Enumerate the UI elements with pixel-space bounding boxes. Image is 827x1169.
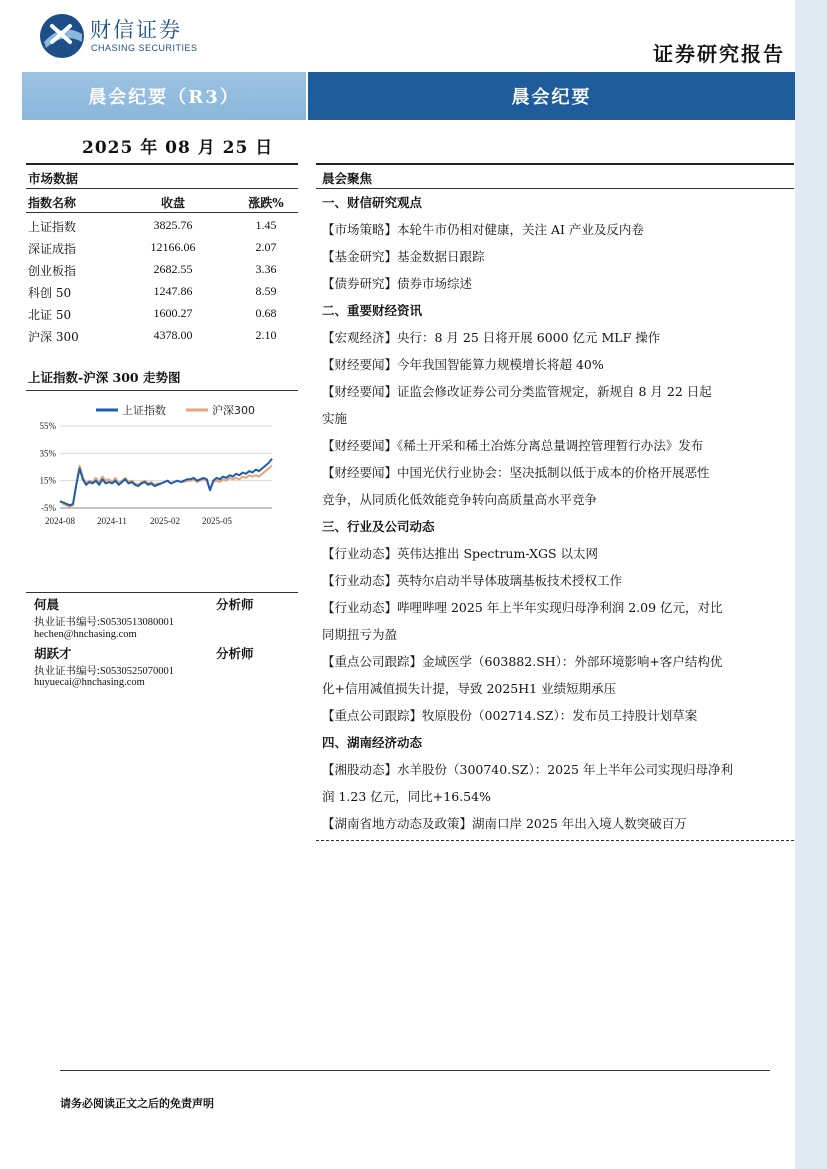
footer-disclaimer: 请务必阅读正文之后的免责声明	[60, 1097, 214, 1110]
divider	[26, 592, 298, 593]
brand-subtitle: CHASING SECURITIES	[91, 43, 198, 53]
index-name: 上证指数	[28, 220, 77, 234]
index-change: 0.68	[255, 306, 277, 320]
focus-list-item[interactable]: 【财经要闻】《稀土开采和稀土冶炼分离总量调控管理暂行办法》发布	[322, 438, 704, 453]
table-row	[26, 325, 298, 347]
index-change: 3.36	[255, 262, 277, 276]
index-name: 创业板指	[28, 264, 77, 278]
divider	[26, 163, 298, 165]
column-header: 指数名称	[28, 196, 77, 210]
index-close: 2682.55	[153, 262, 193, 276]
focus-list-item[interactable]: 【湘股动态】水羊股份（300740.SZ）：2025 年上半年公司实现归母净利	[322, 762, 733, 777]
focus-list-item[interactable]: 【湖南省地方动态及政策】湖南口岸 2025 年出入境人数突破百万	[322, 816, 687, 831]
series-line-1	[60, 466, 272, 507]
right-edge-strip	[795, 0, 827, 1169]
table-row	[26, 281, 298, 303]
analyst-name: 胡跃才	[34, 646, 72, 661]
divider	[316, 840, 794, 841]
table-row	[26, 215, 298, 237]
focus-list-item[interactable]: 【行业动态】英伟达推出 Spectrum-XGS 以太网	[322, 546, 599, 561]
divider	[26, 390, 298, 391]
focus-list-item[interactable]: 同期扭亏为盈	[322, 627, 398, 642]
y-tick-label: -5%	[41, 503, 56, 513]
analyst-cert: 执业证书编号:S0530513080001	[34, 617, 175, 628]
index-close: 12166.06	[150, 240, 196, 254]
x-tick-label: 2024-08	[45, 516, 75, 526]
analyst-cert: 执业证书编号:S0530525070001	[34, 666, 175, 677]
index-name: 深证成指	[28, 242, 77, 256]
focus-list-item[interactable]: 竞争，从同质化低效能竞争转向高质量高水平竞争	[322, 492, 598, 507]
focus-list-item[interactable]: 【重点公司跟踪】牧原股份（002714.SZ）：发布员工持股计划草案	[322, 708, 698, 723]
focus-category-heading: 四、湖南经济动态	[322, 735, 423, 750]
market-table-header	[26, 191, 298, 213]
divider	[26, 212, 298, 213]
column-header: 涨跌%	[248, 196, 284, 210]
focus-list-item[interactable]: 【财经要闻】证监会修改证券公司分类监管规定，新规自 8 月 22 日起	[322, 384, 712, 399]
banner-left-title: 晨会纪要（R3）	[22, 72, 306, 120]
brand-name: 财信证券	[90, 18, 182, 42]
analyst-name: 何晨	[34, 597, 60, 612]
focus-list-item[interactable]: 实施	[322, 411, 348, 426]
focus-list-item[interactable]: 【重点公司跟踪】金域医学（603882.SH）：外部环境影响+客户结构优	[322, 654, 723, 669]
column-header: 收盘	[160, 196, 185, 210]
divider	[316, 163, 794, 165]
brand-mark-icon	[38, 12, 86, 60]
focus-category-heading: 二、重要财经资讯	[322, 303, 423, 318]
y-tick-label: 55%	[39, 421, 56, 431]
index-close: 1247.86	[153, 284, 193, 298]
trend-chart	[26, 393, 298, 543]
focus-list-item[interactable]: 【市场策略】本轮牛市仍相对健康，关注 AI 产业及反内卷	[322, 222, 644, 237]
chart-section-title: 上证指数-沪深 300 走势图	[28, 370, 181, 385]
report-type: 证券研究报告	[653, 42, 785, 66]
analyst-role: 分析师	[216, 646, 254, 661]
index-name: 沪深 300	[28, 330, 79, 344]
index-name: 科创 50	[28, 286, 72, 300]
focus-category-heading: 三、行业及公司动态	[322, 519, 435, 534]
legend-label: 上证指数	[122, 404, 166, 417]
series-line-0	[60, 459, 272, 506]
report-date: 2025 年 08 月 25 日	[82, 138, 274, 158]
index-change: 8.59	[255, 284, 277, 298]
index-close: 1600.27	[153, 306, 193, 320]
focus-list-item[interactable]: 【行业动态】英特尔启动半导体玻璃基板技术授权工作	[322, 573, 623, 588]
focus-list-item[interactable]: 【行业动态】哔哩哔哩 2025 年上半年实现归母净利润 2.09 亿元，对比	[322, 600, 723, 615]
focus-section-title: 晨会聚焦	[322, 171, 373, 186]
y-tick-label: 15%	[39, 475, 56, 486]
focus-category-heading: 一、财信研究观点	[322, 195, 423, 210]
banner-right-title: 晨会纪要	[308, 72, 795, 120]
footer-divider	[60, 1070, 770, 1071]
x-tick-label: 2024-11	[97, 516, 127, 526]
index-close: 4378.00	[153, 328, 193, 342]
x-tick-label: 2025-02	[150, 516, 180, 526]
focus-list-item[interactable]: 【基金研究】基金数据日跟踪	[322, 249, 485, 264]
y-tick-label: 35%	[39, 448, 56, 459]
divider	[316, 188, 794, 189]
market-section-title: 市场数据	[28, 171, 79, 186]
table-row	[26, 237, 298, 259]
focus-list-item[interactable]: 润 1.23 亿元，同比+16.54%	[322, 789, 491, 804]
analyst-email[interactable]: huyuecai@hnchasing.com	[34, 677, 145, 688]
index-close: 3825.76	[153, 218, 193, 232]
index-change: 2.10	[255, 328, 277, 342]
analyst-email[interactable]: hechen@hnchasing.com	[34, 629, 137, 640]
focus-list-item[interactable]: 【债券研究】债券市场综述	[322, 276, 473, 291]
x-tick-label: 2025-05	[202, 516, 232, 526]
focus-list-item[interactable]: 【财经要闻】今年我国智能算力规模增长将超 40%	[322, 357, 604, 372]
index-change: 2.07	[255, 240, 277, 254]
focus-list-item[interactable]: 【财经要闻】中国光伏行业协会：坚决抵制以低于成本的价格开展恶性	[322, 465, 710, 480]
legend-label: 沪深300	[212, 404, 255, 417]
analyst-role: 分析师	[216, 597, 254, 612]
focus-list-item[interactable]: 化+信用减值损失计提，导致 2025H1 业绩短期承压	[322, 681, 617, 696]
divider	[26, 188, 298, 189]
focus-list-item[interactable]: 【宏观经济】央行：8 月 25 日将开展 6000 亿元 MLF 操作	[322, 330, 661, 345]
brand-logo	[38, 10, 208, 60]
index-name: 北证 50	[28, 308, 72, 322]
table-row	[26, 303, 298, 325]
table-row	[26, 259, 298, 281]
index-change: 1.45	[255, 218, 277, 232]
